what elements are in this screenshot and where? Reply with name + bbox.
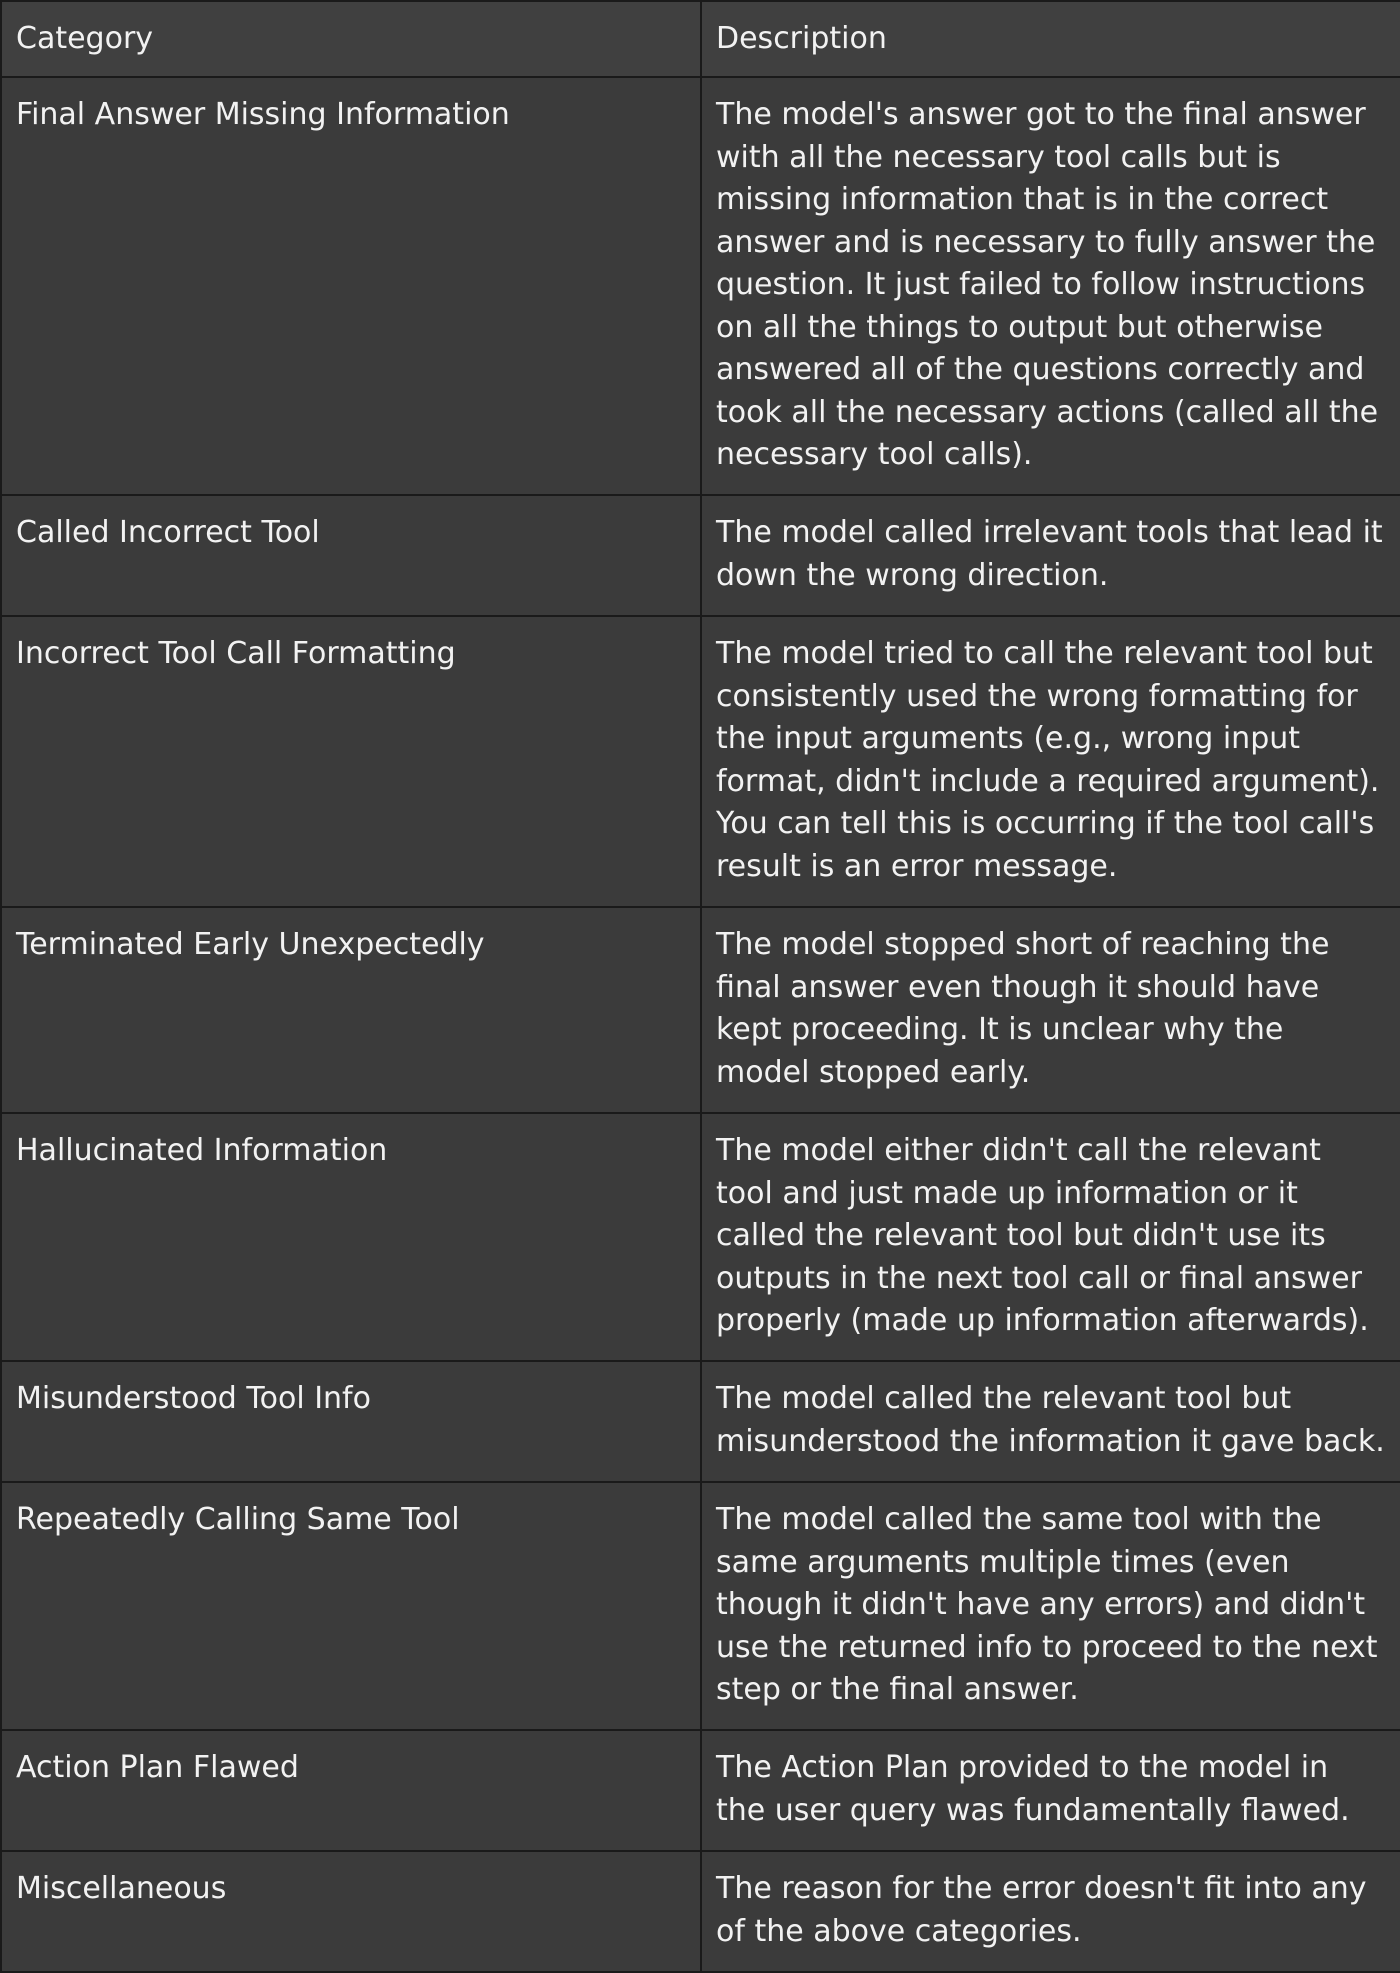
description-column-header: Description (701, 1, 1400, 77)
table-row (1, 1113, 1400, 1361)
description-cell: The reason for the error doesn't fit into any of the above categories. (701, 1851, 1400, 1972)
description-cell: The model called the relevant tool but misunderstood the information it gave back. (701, 1361, 1400, 1482)
description-cell: The model either didn't call the relevant tool and just made up information or it called the relevant tool but didn't use its outputs in the next tool call or final answer properly (made up information afterwards). (701, 1113, 1400, 1361)
category-cell: Action Plan Flawed (1, 1730, 701, 1851)
category-cell: Miscellaneous (1, 1851, 701, 1972)
description-cell: The Action Plan provided to the model in the user query was fundamentally flawed. (701, 1730, 1400, 1851)
category-cell: Final Answer Missing Information (1, 77, 701, 495)
table-row (1, 1361, 1400, 1482)
table-row (1, 1482, 1400, 1730)
table-row (1, 907, 1400, 1113)
header-row (1, 1, 1400, 77)
table-row (1, 1730, 1400, 1851)
category-cell: Called Incorrect Tool (1, 495, 701, 616)
table-row (1, 1851, 1400, 1972)
category-column-header: Category (1, 1, 701, 77)
description-cell: The model's answer got to the final answer with all the necessary tool calls but is missing information that is in the correct answer and is necessary to fully answer the question. It just failed to follow instructions on all the things to output but otherwise answered all of the questions correctly and took all the necessary actions (called all the necessary tool calls). (701, 77, 1400, 495)
table-row (1, 77, 1400, 495)
description-cell: The model called irrelevant tools that lead it down the wrong direction. (701, 495, 1400, 616)
table-row (1, 616, 1400, 907)
description-cell: The model tried to call the relevant tool but consistently used the wrong formatting for the input arguments (e.g., wrong input format, didn't include a required argument). You can tell this is occurring if the tool call's result is an error message. (701, 616, 1400, 907)
category-cell: Terminated Early Unexpectedly (1, 907, 701, 1113)
category-cell: Incorrect Tool Call Formatting (1, 616, 701, 907)
category-cell: Misunderstood Tool Info (1, 1361, 701, 1482)
description-cell: The model called the same tool with the same arguments multiple times (even though it didn't have any errors) and didn't use the returned info to proceed to the next step or the final answer. (701, 1482, 1400, 1730)
category-cell: Hallucinated Information (1, 1113, 701, 1361)
category-cell: Repeatedly Calling Same Tool (1, 1482, 701, 1730)
description-cell: The model stopped short of reaching the final answer even though it should have kept proceeding. It is unclear why the model stopped early. (701, 907, 1400, 1113)
table-row (1, 495, 1400, 616)
